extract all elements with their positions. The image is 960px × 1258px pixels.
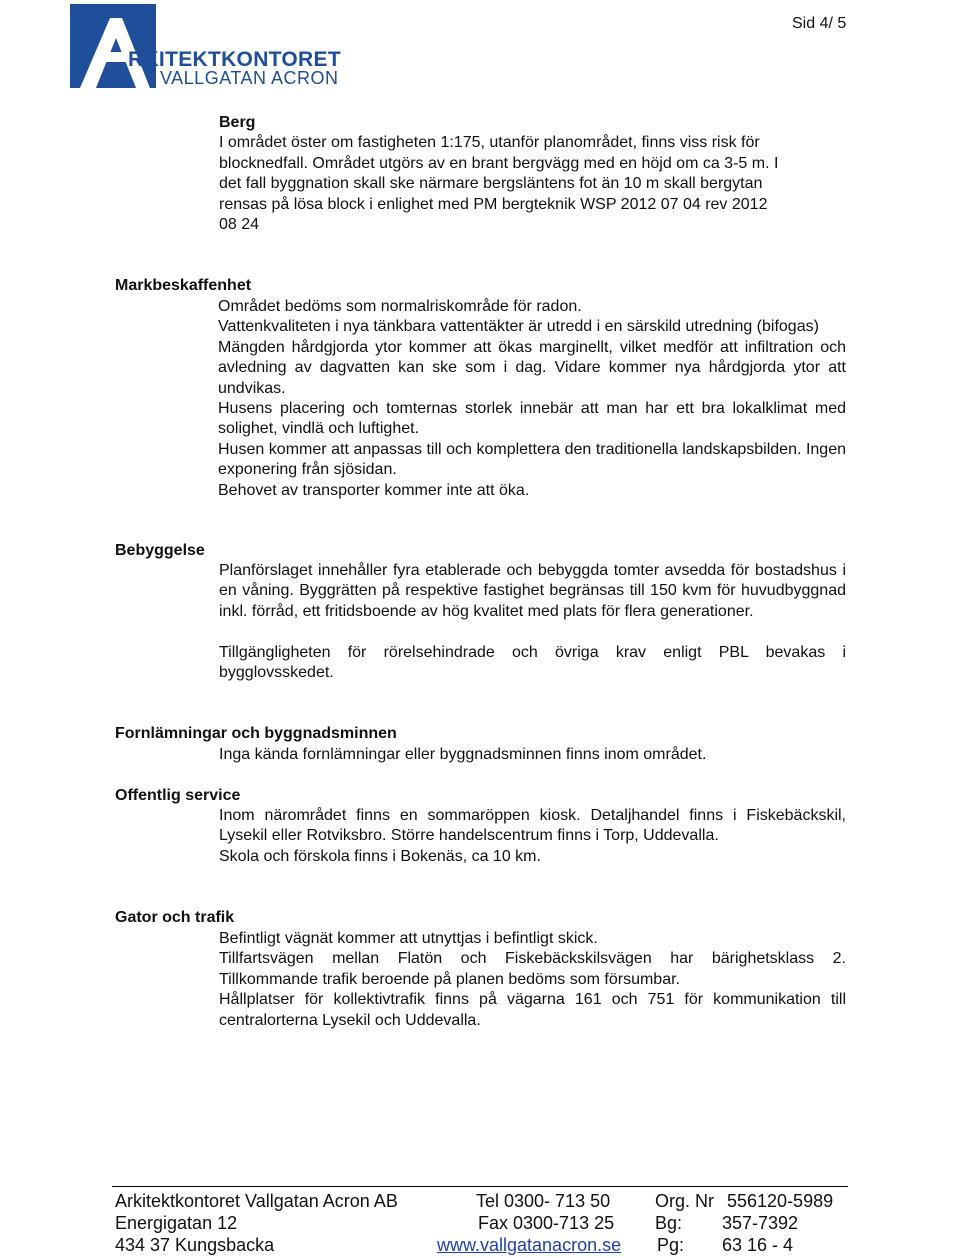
footer-org-value: 556120-5989	[727, 1191, 834, 1211]
section-heading: Bebyggelse	[115, 542, 205, 559]
footer-pg-value: 63 16 - 4	[722, 1235, 794, 1255]
paragraph: Området bedöms som normalriskområde för radon.	[218, 298, 582, 315]
text-line: 08 24	[219, 216, 260, 234]
website-link[interactable]: www.vallgatanacron.se	[437, 1235, 622, 1255]
text-line: blocknedfall. Området utgörs av en brant bergvägg med en höjd om ca 3-5 m. I	[219, 154, 779, 172]
footer-org-label: Org. Nr	[655, 1191, 715, 1211]
footer-company: Arkitektkontoret Vallgatan Acron AB	[115, 1191, 398, 1211]
footer-tel: Tel 0300- 713 50	[476, 1191, 611, 1211]
footer-street: Energigatan 12	[115, 1213, 238, 1233]
paragraph: Husens placering och tomternas storlek innebär att man har ett bra lokalklimat med solighet, vindlä och luftighet.	[218, 400, 846, 438]
section-bebyggelse	[219, 561, 846, 683]
footer-web-link[interactable]	[437, 1235, 621, 1256]
footer-fax: Fax 0300-713 25	[478, 1213, 615, 1233]
spacer	[219, 622, 846, 642]
footer-bg-value: 357-7392	[722, 1213, 799, 1233]
page-number: Sid 4/ 5	[792, 15, 847, 32]
section-heading: Offentlig service	[115, 787, 241, 804]
section-heading: Berg	[219, 114, 256, 131]
section-heading: Markbeskaffenhet	[115, 277, 252, 294]
paragraph: Hållplatser för kollektivtrafik finns på vägarna 161 och 751 för kommunikation till centralorterna Lysekil och Uddevalla.	[219, 991, 846, 1029]
section-heading: Fornlämningar och byggnadsminnen	[115, 725, 397, 742]
text-line: rensas på lösa block i enlighet med PM bergteknik WSP 2012 07 04 rev 2012	[219, 195, 768, 213]
paragraph: Inga kända fornlämningar eller byggnadsminnen finns inom området.	[219, 746, 707, 763]
section-berg	[219, 113, 859, 235]
logo-text-line1: RKITEKTKONTORET	[128, 48, 341, 71]
paragraph: Skola och förskola finns i Bokenäs, ca 10 km.	[219, 847, 541, 865]
logo-a-icon	[70, 4, 156, 88]
paragraph: Befintligt vägnät kommer att utnyttjas i befintligt skick.	[219, 930, 598, 947]
logo-text-line2: VALLGATAN ACRON	[160, 68, 339, 88]
paragraph: Husen kommer att anpassas till och komplettera den traditionella landskapsbilden. Ingen exponering från sjösidan.	[218, 440, 846, 479]
paragraph: Mängden hårdgjorda ytor kommer att ökas marginellt, vilket medför att infiltration och avledning av dagvatten kan ske som i dag. Vidare kommer nya hårdgjorda ytor att undvikas.	[218, 338, 846, 397]
section-fornlamningar	[219, 745, 846, 765]
footer-bg-label: Bg:	[655, 1213, 683, 1233]
paragraph: Inom närområdet finns en sommaröppen kiosk. Detaljhandel finns i Fiskebäckskil, Lysekil eller Rotviksbro. Större handelscentrum finns i Torp, Uddevalla.	[219, 807, 846, 845]
footer-divider	[112, 1186, 848, 1187]
section-gator	[219, 929, 846, 1031]
paragraph: Behovet av transporter kommer inte att öka.	[218, 481, 530, 499]
paragraph: Tillfartsvägen mellan Flatön och Fiskebäckskilsvägen har bärighetsklass 2. Tillkommande trafik beroende på planen bedöms som försumbar.	[219, 950, 846, 988]
section-offentlig-service	[219, 806, 846, 867]
logo-mark	[70, 4, 156, 88]
company-logo	[70, 4, 375, 88]
footer-pg-label: Pg:	[657, 1235, 685, 1255]
footer-city: 434 37 Kungsbacka	[115, 1235, 275, 1255]
section-heading: Gator och trafik	[115, 909, 235, 926]
text-line: det fall byggnation skall ske närmare bergsläntens fot än 10 m skall bergytan	[219, 175, 763, 193]
paragraph: Tillgängligheten för rörelsehindrade och övriga krav enligt PBL bevakas i bygglovsskedet.	[219, 643, 846, 682]
paragraph: Vattenkvaliteten i nya tänkbara vattentäkter är utredd i en särskild utredning (bifogas)	[218, 318, 819, 336]
text-line: I området öster om fastigheten 1:175, utanför planområdet, finns viss risk för	[219, 134, 760, 152]
paragraph: Planförslaget innehåller fyra etablerade och bebyggda tomter avsedda för bostadshus i en våning. Byggrätten på respektive fastighet begränsas till 150 kvm för huvudbyggnad inkl. förråd, ett fritidsboende av hög kvalitet med plats för flera generationer.	[219, 562, 846, 620]
section-markbeskaffenhet	[218, 297, 846, 501]
